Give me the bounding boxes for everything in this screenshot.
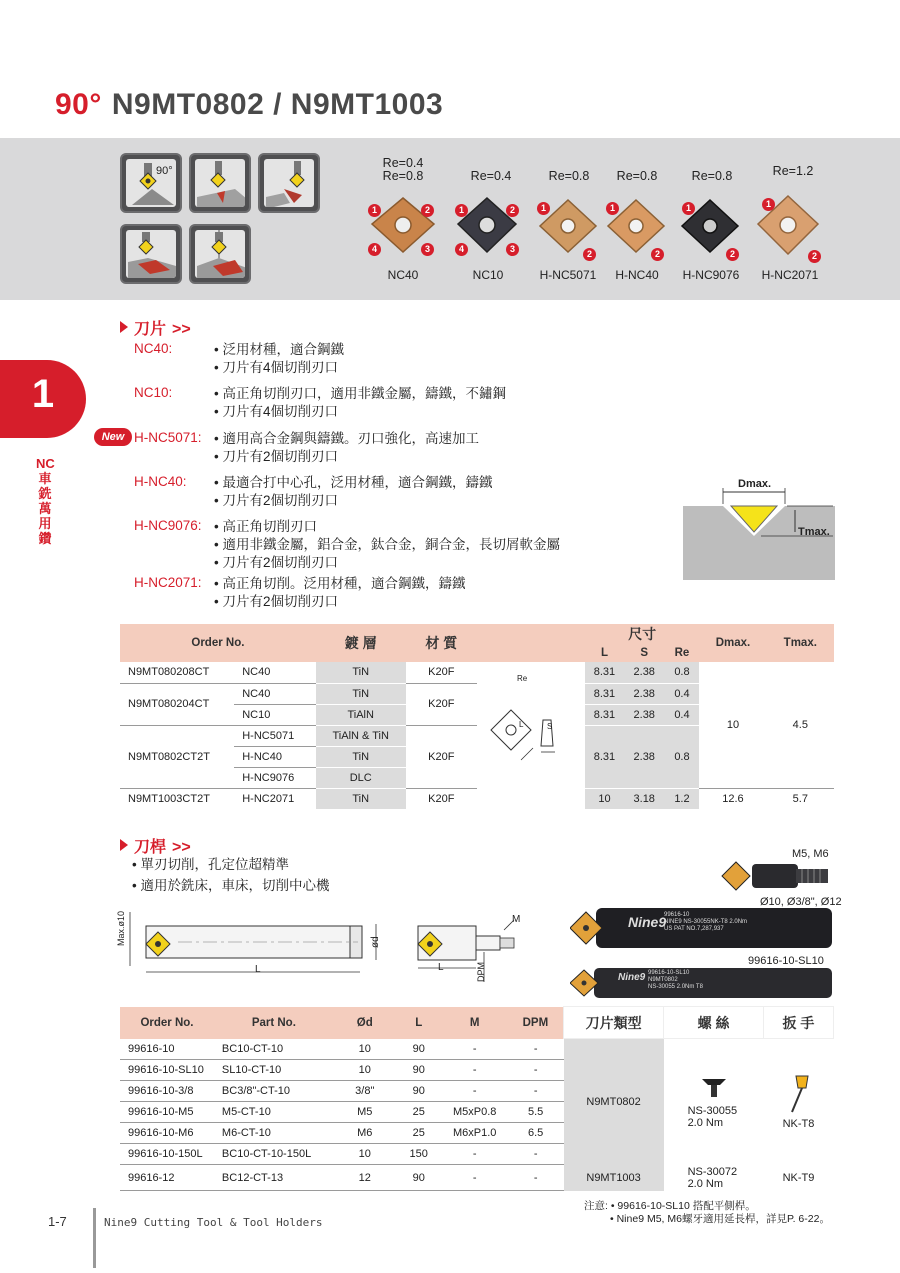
order-no: 99616-10-3/8: [120, 1081, 214, 1102]
corner-2: 2: [421, 204, 434, 217]
dpm: -: [508, 1165, 564, 1191]
shank-engraving-2: 99616-10-SL10 N9MT0802 NS-30055 2.0Nm T8: [648, 970, 703, 990]
insert-3-re: Re=0.8: [548, 169, 590, 183]
th-wrench: 扳 手: [764, 1007, 834, 1039]
material: K20F: [406, 725, 477, 788]
grade-feature: • 最適合打中心孔，泛用材種，適合鋼鐵，鑄鐵: [214, 475, 493, 490]
order-no: 99616-10-SL10: [120, 1060, 214, 1081]
tmax-label: Tmax.: [798, 526, 830, 538]
dmax-label: Dmax.: [738, 478, 772, 490]
dpm: -: [508, 1144, 564, 1165]
chapter-label-char: 車: [38, 471, 52, 486]
grade-feature: • 高正角切削刃口，適用非鐵金屬，鑄鐵，不鏽鋼: [214, 386, 506, 401]
grade: H-NC2071: [242, 792, 295, 805]
l: 90: [396, 1081, 442, 1102]
chapter-label-char: NC: [36, 456, 55, 471]
tmax-1003: 5.7: [792, 792, 808, 805]
corner-1: 1: [455, 204, 468, 217]
grade-label: NC10:: [134, 385, 173, 400]
dpm-label: DPM: [476, 962, 486, 982]
grade: H-NC5071: [234, 725, 316, 746]
sketch-l-label: L: [518, 720, 524, 729]
corner-2: 2: [583, 248, 596, 261]
wrench-0802: [764, 1039, 834, 1165]
th-size: 尺寸: [585, 624, 699, 644]
l-label: L: [255, 964, 261, 975]
m: -: [442, 1081, 508, 1102]
th-insert-type: 刀片類型: [564, 1007, 664, 1039]
l: 90: [396, 1039, 442, 1060]
screw-1003: NS-30072 2.0 Nm: [687, 1165, 738, 1190]
th-l: L: [396, 1007, 442, 1039]
dia-label: Ø10, Ø3/8", Ø12: [760, 896, 842, 908]
grade-feature: • 高正角切削刃口: [214, 519, 317, 534]
wrench-icon: [786, 1074, 812, 1114]
part-no: M6-CT-10: [214, 1123, 334, 1144]
grade-label: H-NC2071:: [134, 575, 202, 590]
insert-type-0802: N9MT0802: [564, 1039, 664, 1165]
screw-icon: [700, 1075, 728, 1099]
grade: NC40: [234, 683, 316, 704]
part-no: BC12-CT-13: [214, 1165, 334, 1191]
l: 8.31: [585, 725, 624, 788]
grade-feature: • 刀片有2個切削刃口: [214, 493, 338, 508]
wrench-spec: NK-T8: [782, 1117, 815, 1130]
material: K20F: [406, 662, 477, 683]
sketch-re-label: Re: [516, 674, 528, 683]
footnote-2: • Nine9 M5, M6螺牙適用延長桿，詳見P. 6-22。: [610, 1213, 830, 1225]
material: K20F: [406, 683, 477, 725]
l: 8.31: [585, 662, 624, 683]
corner-2: 2: [808, 250, 821, 263]
grade: H-NC40: [234, 746, 316, 767]
section-triangle-icon: [120, 321, 128, 333]
th-part-no: Part No.: [214, 1007, 334, 1039]
material: K20F: [428, 792, 455, 805]
m: -: [442, 1165, 508, 1191]
app-icon-angle: [120, 153, 182, 213]
section-triangle-icon: [120, 839, 128, 851]
insert-sketch: [477, 662, 585, 809]
grade-label: H-NC5071:: [134, 430, 202, 445]
chapter-label-char: 鑽: [38, 531, 52, 546]
grade-feature: • 適用非鐵金屬，鋁合金，鈦合金，銅合金，長切屑軟金屬: [214, 537, 560, 552]
th-order-no: Order No.: [120, 1007, 214, 1039]
coating: DLC: [316, 767, 406, 788]
order-no: N9MT080208CT: [120, 662, 234, 683]
th-m: M: [442, 1007, 508, 1039]
re: 0.4: [665, 683, 700, 704]
footnote-1: 注意: • 99616-10-SL10 搭配平側桿。: [584, 1200, 756, 1212]
th-dmax: Dmax.: [699, 624, 766, 662]
corner-2: 2: [651, 248, 664, 261]
m-label: M: [512, 914, 521, 925]
part-no: BC10-CT-10-150L: [214, 1144, 334, 1165]
app-icon-chamfer: [189, 153, 251, 213]
re: 0.8: [665, 662, 700, 683]
grade-feature: • 適用高合金鋼與鑄鐵。刃口強化，高速加工: [214, 431, 479, 446]
re: 0.8: [665, 725, 700, 788]
th-coating: 鍍 層: [316, 624, 406, 662]
l: 90: [396, 1165, 442, 1191]
corner-1: 1: [368, 204, 381, 217]
corner-1: 1: [606, 202, 619, 215]
corner-1: 1: [537, 202, 550, 215]
holder-feature: • 單刃切削，孔定位超精準: [132, 857, 289, 872]
shank-engraving-1: 99616-10 NINE9 NS-30055NK-T8 2.0Nm US PAT NO.7,287,937: [664, 912, 748, 932]
th-sketch: [477, 624, 585, 662]
th-re: Re: [665, 644, 700, 662]
od: 12: [334, 1165, 396, 1191]
coating: TiAlN & TiN: [316, 725, 406, 746]
grade: NC40: [234, 662, 316, 683]
chapter-label-char: 萬: [38, 501, 52, 516]
holder-table-body: [120, 1039, 834, 1191]
dpm: 6.5: [508, 1123, 564, 1144]
re: 0.4: [665, 704, 700, 725]
l: 8.31: [585, 683, 624, 704]
od: 10: [334, 1039, 396, 1060]
grade-feature: • 刀片有2個切削刃口: [214, 555, 338, 570]
inserts-heading: 刀片 >>: [120, 316, 191, 339]
app-icon-angle-label: 90°: [156, 165, 173, 177]
insert-2-name: NC10: [472, 268, 504, 282]
order-no: 99616-10-M5: [120, 1102, 214, 1123]
m: -: [442, 1144, 508, 1165]
page-number: 1-7: [48, 1214, 67, 1229]
chapter-label-char: 用: [38, 516, 52, 531]
table-row: [120, 1039, 834, 1060]
re: 1.2: [665, 788, 700, 809]
m: -: [442, 1060, 508, 1081]
dmax-0802: 10: [699, 662, 766, 788]
insert-4-re: Re=0.8: [616, 169, 658, 183]
insert-1-re: Re=0.4 Re=0.8: [382, 156, 424, 183]
insert-2-re: Re=0.4: [470, 169, 512, 183]
sketch-s-label: S: [546, 722, 553, 731]
od: 10: [334, 1144, 396, 1165]
corner-2: 2: [506, 204, 519, 217]
chapter-label-char: 銑: [38, 486, 52, 501]
app-icon-center: [189, 224, 251, 284]
coating: TiN: [316, 683, 406, 704]
tmax-0802: 4.5: [767, 662, 834, 788]
footer-divider: [93, 1208, 96, 1268]
app-icon-profile: [120, 224, 182, 284]
th-order-no: Order No.: [120, 624, 316, 662]
max-dia-label: Max.ø10: [116, 910, 126, 946]
holder-table: [120, 1006, 834, 1191]
coating: TiN: [316, 662, 406, 683]
corner-3: 3: [506, 243, 519, 256]
holder-feature: • 適用於銑床，車床，切削中心機: [132, 878, 330, 893]
grade-label: H-NC40:: [134, 474, 187, 489]
wrench-1003: NK-T9: [782, 1171, 815, 1184]
corner-3: 3: [421, 243, 434, 256]
l: 90: [396, 1060, 442, 1081]
insert-6-re: Re=1.2: [772, 164, 814, 178]
od: M5: [334, 1102, 396, 1123]
order-no: 99616-10-M6: [120, 1123, 214, 1144]
l: 150: [396, 1144, 442, 1165]
table-row: [120, 1165, 834, 1191]
title-models: N9MT0802 / N9MT1003: [111, 88, 444, 121]
insert-table: [120, 624, 834, 809]
l: 10: [585, 788, 624, 809]
chapter-number: 1: [31, 372, 55, 416]
chapter-vertical-label: [36, 456, 54, 546]
new-badge: New: [94, 428, 132, 446]
l2-label: L: [438, 962, 444, 973]
th-l: L: [585, 644, 624, 662]
coating: TiN: [316, 746, 406, 767]
grade: NC10: [234, 704, 316, 725]
l: 25: [396, 1102, 442, 1123]
grade-label: NC40:: [134, 341, 173, 356]
title-angle: 90°: [55, 88, 102, 121]
part-no: BC10-CT-10: [214, 1039, 334, 1060]
order-no: 99616-10-150L: [120, 1144, 214, 1165]
order-no: 99616-10: [120, 1039, 214, 1060]
page-title: [55, 88, 443, 122]
app-icon-groove: [258, 153, 320, 213]
order-no: N9MT1003CT2T: [128, 792, 210, 805]
th-screw: 螺 絲: [664, 1007, 764, 1039]
coating: TiN: [316, 788, 406, 809]
insert-type-1003: N9MT1003: [564, 1165, 664, 1191]
corner-1: 1: [762, 198, 775, 211]
grade: H-NC9076: [234, 767, 316, 788]
th-dpm: DPM: [508, 1007, 564, 1039]
dpm: -: [508, 1081, 564, 1102]
insert-3-name: H-NC5071: [539, 268, 597, 282]
holder-photo-m5m6: [720, 858, 832, 894]
th-od: Ød: [334, 1007, 396, 1039]
grade-feature: • 刀片有4個切削刃口: [214, 404, 338, 419]
dpm: -: [508, 1060, 564, 1081]
od: 3/8": [334, 1081, 396, 1102]
holders-heading: 刀桿 >>: [120, 834, 191, 857]
insert-4-name: H-NC40: [615, 268, 659, 282]
m: M5xP0.8: [442, 1102, 508, 1123]
insert-5-name: H-NC9076: [682, 268, 740, 282]
th-tmax: Tmax.: [767, 624, 834, 662]
part-no: M5-CT-10: [214, 1102, 334, 1123]
th-material: 材 質: [406, 624, 477, 662]
coating: TiAlN: [316, 704, 406, 725]
part-no: BC3/8"-CT-10: [214, 1081, 334, 1102]
s: 2.38: [624, 683, 665, 704]
insert-6-name: H-NC2071: [761, 268, 819, 282]
od: 10: [334, 1060, 396, 1081]
th-s: S: [624, 644, 665, 662]
dpm: -: [508, 1039, 564, 1060]
shank-brand-2: Nine9: [618, 972, 646, 983]
corner-4: 4: [368, 243, 381, 256]
corner-4: 4: [455, 243, 468, 256]
order-no: N9MT080204CT: [120, 683, 234, 725]
grade-feature: • 泛用材種，適合鋼鐵: [214, 342, 344, 357]
od: M6: [334, 1123, 396, 1144]
grade-feature: • 刀片有2個切削刃口: [214, 449, 338, 464]
dpm: 5.5: [508, 1102, 564, 1123]
grade-feature: • 高正角切削。泛用材種，適合鋼鐵，鑄鐵: [214, 576, 466, 591]
grade-feature: • 刀片有2個切削刃口: [214, 594, 338, 609]
od-label: ød: [370, 936, 381, 948]
footer-brand: Nine9 Cutting Tool & Tool Holders: [104, 1216, 323, 1229]
part-no: SL10-CT-10: [214, 1060, 334, 1081]
insert-5-re: Re=0.8: [691, 169, 733, 183]
sl10-label: 99616-10-SL10: [748, 955, 824, 967]
grade-label: H-NC9076:: [134, 518, 202, 533]
grade-feature: • 刀片有4個切削刃口: [214, 360, 338, 375]
corner-2: 2: [726, 248, 739, 261]
order-no: 99616-12: [120, 1165, 214, 1191]
holder-drawings: [118, 906, 538, 986]
m5m6-label: M5, M6: [792, 848, 829, 860]
s: 3.18: [624, 788, 665, 809]
insert-1-name: NC40: [387, 268, 419, 282]
screw-0802: [664, 1039, 764, 1165]
order-no: N9MT0802CT2T: [120, 725, 234, 788]
corner-1: 1: [682, 202, 695, 215]
s: 2.38: [624, 662, 665, 683]
s: 2.38: [624, 725, 665, 788]
shank-brand: Nine9: [628, 914, 667, 930]
dmax-1003: 12.6: [722, 792, 744, 805]
l: 25: [396, 1123, 442, 1144]
screw-spec: NS-30055 2.0 Nm: [687, 1104, 738, 1129]
m: -: [442, 1039, 508, 1060]
s: 2.38: [624, 704, 665, 725]
m: M6xP1.0: [442, 1123, 508, 1144]
l: 8.31: [585, 704, 624, 725]
